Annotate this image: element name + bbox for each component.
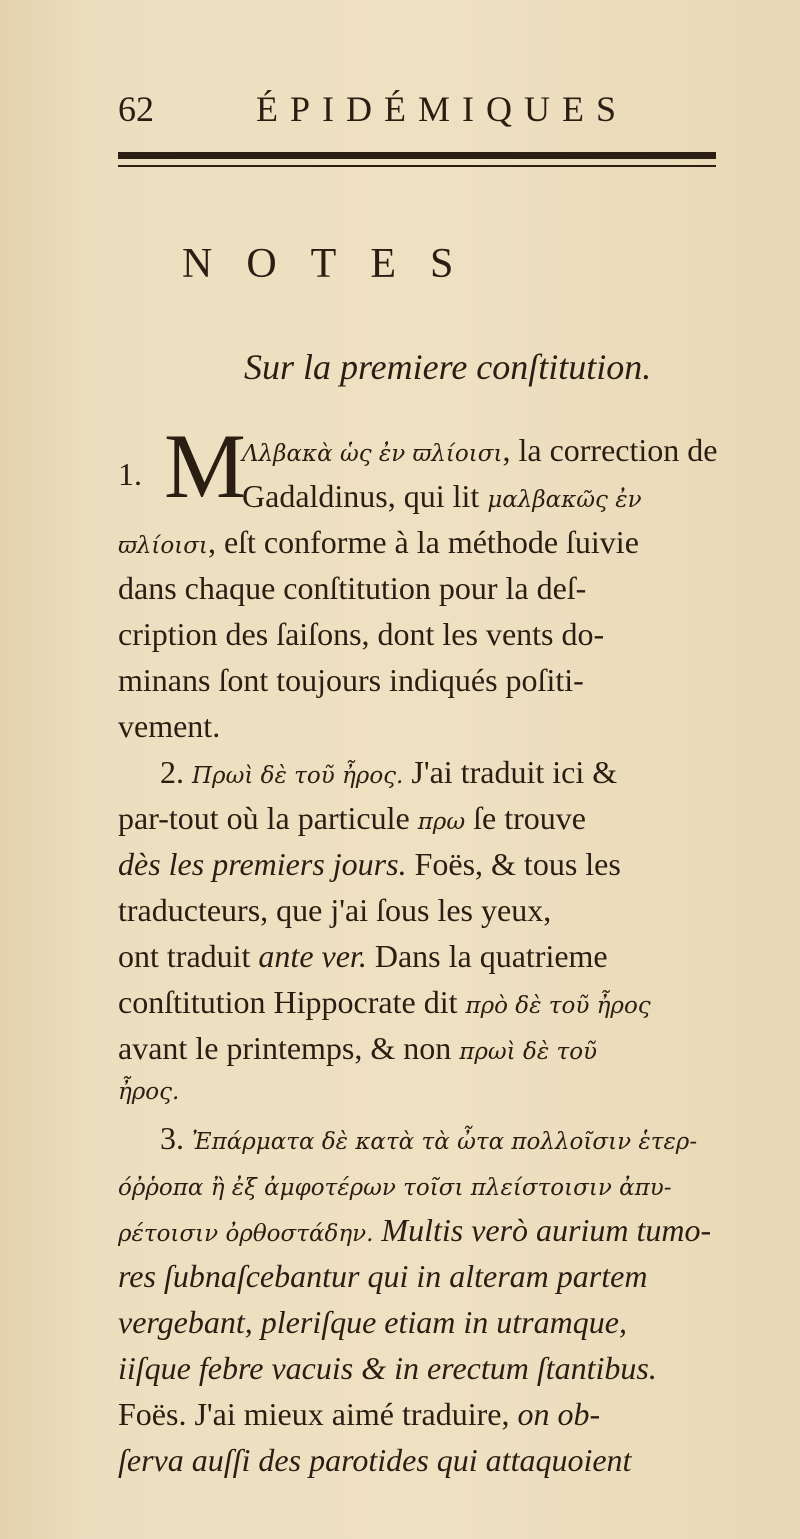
- note-3-italic-3: Multis verò aurium tumo-: [381, 1212, 712, 1248]
- note-2-text-6: conſtitution Hippocrate dit: [118, 984, 458, 1020]
- note-2-text-2b: ſe trouve: [473, 800, 586, 836]
- note-2-text-1: J'ai traduit ici &: [411, 754, 618, 790]
- running-head: ÉPIDÉMIQUES: [256, 89, 628, 129]
- note-1-line-5: cription des ſaiſons, dont les vents do-: [118, 616, 605, 652]
- page-number: 62: [118, 89, 154, 129]
- note-1-text-1: , la correction de: [502, 432, 718, 468]
- note-2-line-3: [118, 844, 621, 884]
- note-2-text-7: avant le printemps, & non: [118, 1030, 452, 1066]
- note-3-line-7: [118, 1394, 600, 1434]
- note-1-line-6: minans ſont toujours indiqués poſiti-: [118, 662, 584, 698]
- section-subtitle: Sur la premiere conſtitution.: [244, 347, 652, 387]
- note-2-greek-8: ἦρος.: [118, 1079, 180, 1105]
- note-3-line-8: ſerva auſſi des parotides qui attaquoient: [118, 1442, 632, 1478]
- note-3-line-6: iiſque febre vacuis & in erectum ſtantibus.: [118, 1350, 657, 1386]
- note-3-text-7: Foës. J'ai mieux aimé traduire,: [118, 1396, 510, 1432]
- note-1-greek-3: ϖλίοισι: [118, 533, 208, 559]
- note-2-text-2a: par-tout où la particule: [118, 800, 410, 836]
- section-title: NOTES: [182, 241, 488, 287]
- note-2-greek-6: πρὸ δὲ τοῦ ἦρος: [465, 993, 651, 1019]
- note-1-line-7: vement.: [118, 708, 221, 744]
- note-2-line-2: [118, 798, 586, 842]
- note-2-line-8: [118, 1068, 179, 1112]
- note-2-line-1: [160, 752, 617, 796]
- note-2-greek-2: πρω: [417, 809, 466, 835]
- note-3-greek-1: Ἐπάρματα δὲ κατὰ τὰ ὦτα πολλοῖσιν ἑτερ-: [192, 1129, 698, 1155]
- note-3-line-5: vergebant, pleriſque etiam in utramque,: [118, 1304, 627, 1340]
- note-2-number: 2.: [160, 754, 184, 790]
- note-3-line-1: [160, 1118, 697, 1162]
- note-2-line-5: [118, 936, 608, 976]
- note-3-number: 3.: [160, 1120, 184, 1156]
- note-2-greek-7: πρωὶ δὲ τοῦ: [459, 1039, 598, 1065]
- note-1-line-4: dans chaque conſtitution pour la deſ-: [118, 570, 587, 606]
- note-2-line-4: traducteurs, que j'ai ſous les yeux,: [118, 892, 552, 928]
- note-1-line-2: [242, 476, 642, 520]
- header-rule-thick: [118, 152, 716, 159]
- note-3-line-2: [118, 1164, 672, 1208]
- note-2-line-6: [118, 982, 651, 1026]
- note-1-line-3: [118, 522, 639, 566]
- note-2-line-7: [118, 1028, 597, 1072]
- note-1-greek-2: μαλβακῶς ἐν: [487, 487, 642, 513]
- note-3-greek-3: ρέτοισιν ὀρθοστάδην.: [118, 1221, 374, 1247]
- note-2-text-5b: Dans la quatrieme: [374, 938, 608, 974]
- note-2-greek-1: Πρωὶ δὲ τοῦ ἦρος.: [192, 763, 404, 789]
- note-2-italic-3: dès les premiers jours.: [118, 846, 407, 882]
- note-3-greek-2: όῤῥοπα ἢ ἐξ ἀμφοτέρων τοῖσι πλείστοισιν ἀπυ-: [118, 1175, 672, 1201]
- note-1-drop-cap: M: [164, 415, 246, 517]
- note-2-italic-5: ante ver.: [258, 938, 367, 974]
- note-1-text-3: , eſt conforme à la méthode ſuivie: [207, 524, 639, 560]
- note-3-italic-7: on ob-: [517, 1396, 601, 1432]
- header-rule-thin: [118, 165, 716, 167]
- note-3-line-4: res ſubnaſcebantur qui in alteram partem: [118, 1258, 648, 1294]
- note-2-text-5a: ont traduit: [118, 938, 251, 974]
- note-1-text-2: Gadaldinus, qui lit: [242, 478, 480, 514]
- note-1-line-1: [242, 430, 717, 474]
- note-3-line-3: [118, 1210, 711, 1254]
- note-1-number: 1.: [118, 456, 142, 492]
- note-1-greek-1: Λλβακὰ ὡς ἐν ϖλίοισι: [242, 441, 503, 467]
- note-2-text-3: Foës, & tous les: [414, 846, 621, 882]
- page-header: [118, 88, 678, 138]
